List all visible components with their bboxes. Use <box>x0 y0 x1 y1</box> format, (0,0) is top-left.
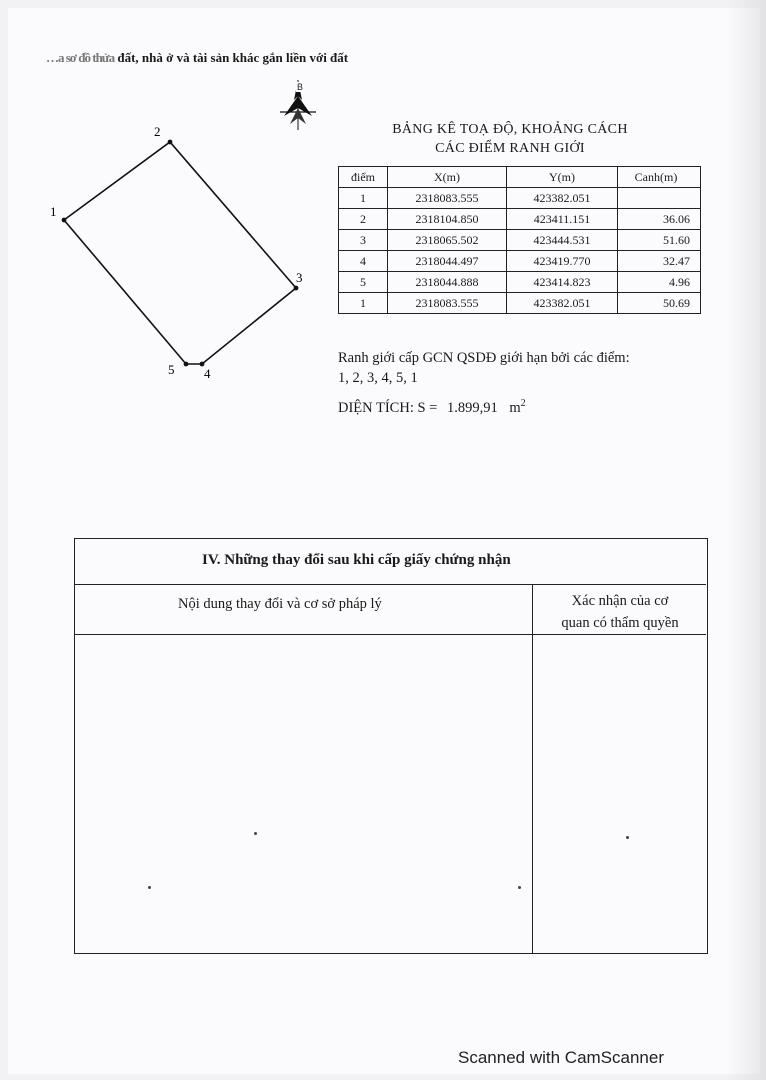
header-prefix: …a sơ đồ thửa <box>46 50 115 65</box>
confirmation-line1: Xác nhận của cơ <box>571 593 669 609</box>
cell-y: 423444.531 <box>507 230 618 251</box>
header-x: X(m) <box>388 167 507 188</box>
page-edge-shadow <box>726 0 766 1080</box>
area-statement <box>338 398 526 417</box>
scan-speck <box>148 886 151 889</box>
changes-section <box>74 538 718 956</box>
cell-x: 2318083.555 <box>388 293 507 314</box>
vertex-label: 1 <box>50 204 57 219</box>
boundary-note-line2: 1, 2, 3, 4, 5, 1 <box>338 370 418 386</box>
scan-speck <box>518 886 521 889</box>
vertex-point <box>184 362 189 367</box>
parcel-plot <box>40 120 320 390</box>
area-value: 1.899,91 <box>446 399 498 416</box>
table-row <box>339 251 701 272</box>
cell-y: 423382.051 <box>507 293 618 314</box>
cell-x: 2318104.850 <box>388 209 507 230</box>
cell-edge: 4.96 <box>618 272 701 293</box>
scan-speck <box>626 836 629 839</box>
area-unit: m <box>509 399 521 416</box>
parcel-diagram <box>40 120 320 390</box>
header-y: Y(m) <box>507 167 618 188</box>
cell-point: 4 <box>339 251 388 272</box>
compass-label: B <box>297 82 304 92</box>
table-row <box>339 230 701 251</box>
cell-point: 2 <box>339 209 388 230</box>
cell-point: 3 <box>339 230 388 251</box>
header-text: đất, nhà ở và tài sản khác gắn liền với đất <box>117 50 349 65</box>
vertex-point <box>168 140 173 145</box>
column-confirmation-header <box>536 590 704 634</box>
header-edge: Canh(m) <box>618 167 701 188</box>
confirmation-line2: quan có thẩm quyền <box>561 615 679 631</box>
area-unit-exponent: 2 <box>520 398 526 409</box>
cell-edge <box>618 188 701 209</box>
boundary-note-line1: Ranh giới cấp GCN QSDĐ giới hạn bởi các điểm: <box>338 350 630 366</box>
table-row <box>339 293 701 314</box>
scanner-watermark: Scanned with CamScanner <box>458 1048 665 1067</box>
cell-y: 423382.051 <box>507 188 618 209</box>
table-row <box>339 209 701 230</box>
row-divider <box>74 634 706 635</box>
vertex-point <box>62 218 67 223</box>
table-row <box>339 272 701 293</box>
vertex-label: 2 <box>154 124 161 139</box>
vertex-point <box>294 286 299 291</box>
vertex-label: 3 <box>296 270 303 285</box>
cell-point: 1 <box>339 188 388 209</box>
cell-x: 2318044.888 <box>388 272 507 293</box>
cell-x: 2318044.497 <box>388 251 507 272</box>
cell-y: 423419.770 <box>507 251 618 272</box>
area-label: DIỆN TÍCH: S = <box>338 399 438 416</box>
cell-edge: 50.69 <box>618 293 701 314</box>
column-content-header: Nội dung thay đổi và cơ sở pháp lý <box>178 596 382 612</box>
cell-x: 2318083.555 <box>388 188 507 209</box>
cell-edge: 32.47 <box>618 251 701 272</box>
table-row <box>339 188 701 209</box>
cell-point: 5 <box>339 272 388 293</box>
header-point: điểm <box>339 167 388 188</box>
coordinate-table <box>338 166 701 314</box>
page-header <box>46 50 348 66</box>
cell-edge: 36.06 <box>618 209 701 230</box>
vertex-label: 4 <box>204 366 211 381</box>
vertex-label: 5 <box>168 362 175 377</box>
cell-edge: 51.60 <box>618 230 701 251</box>
scan-speck <box>254 832 257 835</box>
changes-header <box>74 538 706 585</box>
cell-point: 1 <box>339 293 388 314</box>
table-header-row <box>339 167 701 188</box>
cell-y: 423414.823 <box>507 272 618 293</box>
changes-title: IV. Những thay đổi sau khi cấp giấy chứng nhận <box>202 552 511 568</box>
boundary-note <box>338 348 668 388</box>
coord-table-subtitle: CÁC ĐIỂM RANH GIỚI <box>435 141 585 156</box>
column-divider <box>532 584 533 954</box>
cell-x: 2318065.502 <box>388 230 507 251</box>
cell-y: 423411.151 <box>507 209 618 230</box>
parcel-boundary <box>64 142 296 364</box>
coord-table-title: BẢNG KÊ TOẠ ĐỘ, KHOẢNG CÁCH <box>392 122 628 137</box>
